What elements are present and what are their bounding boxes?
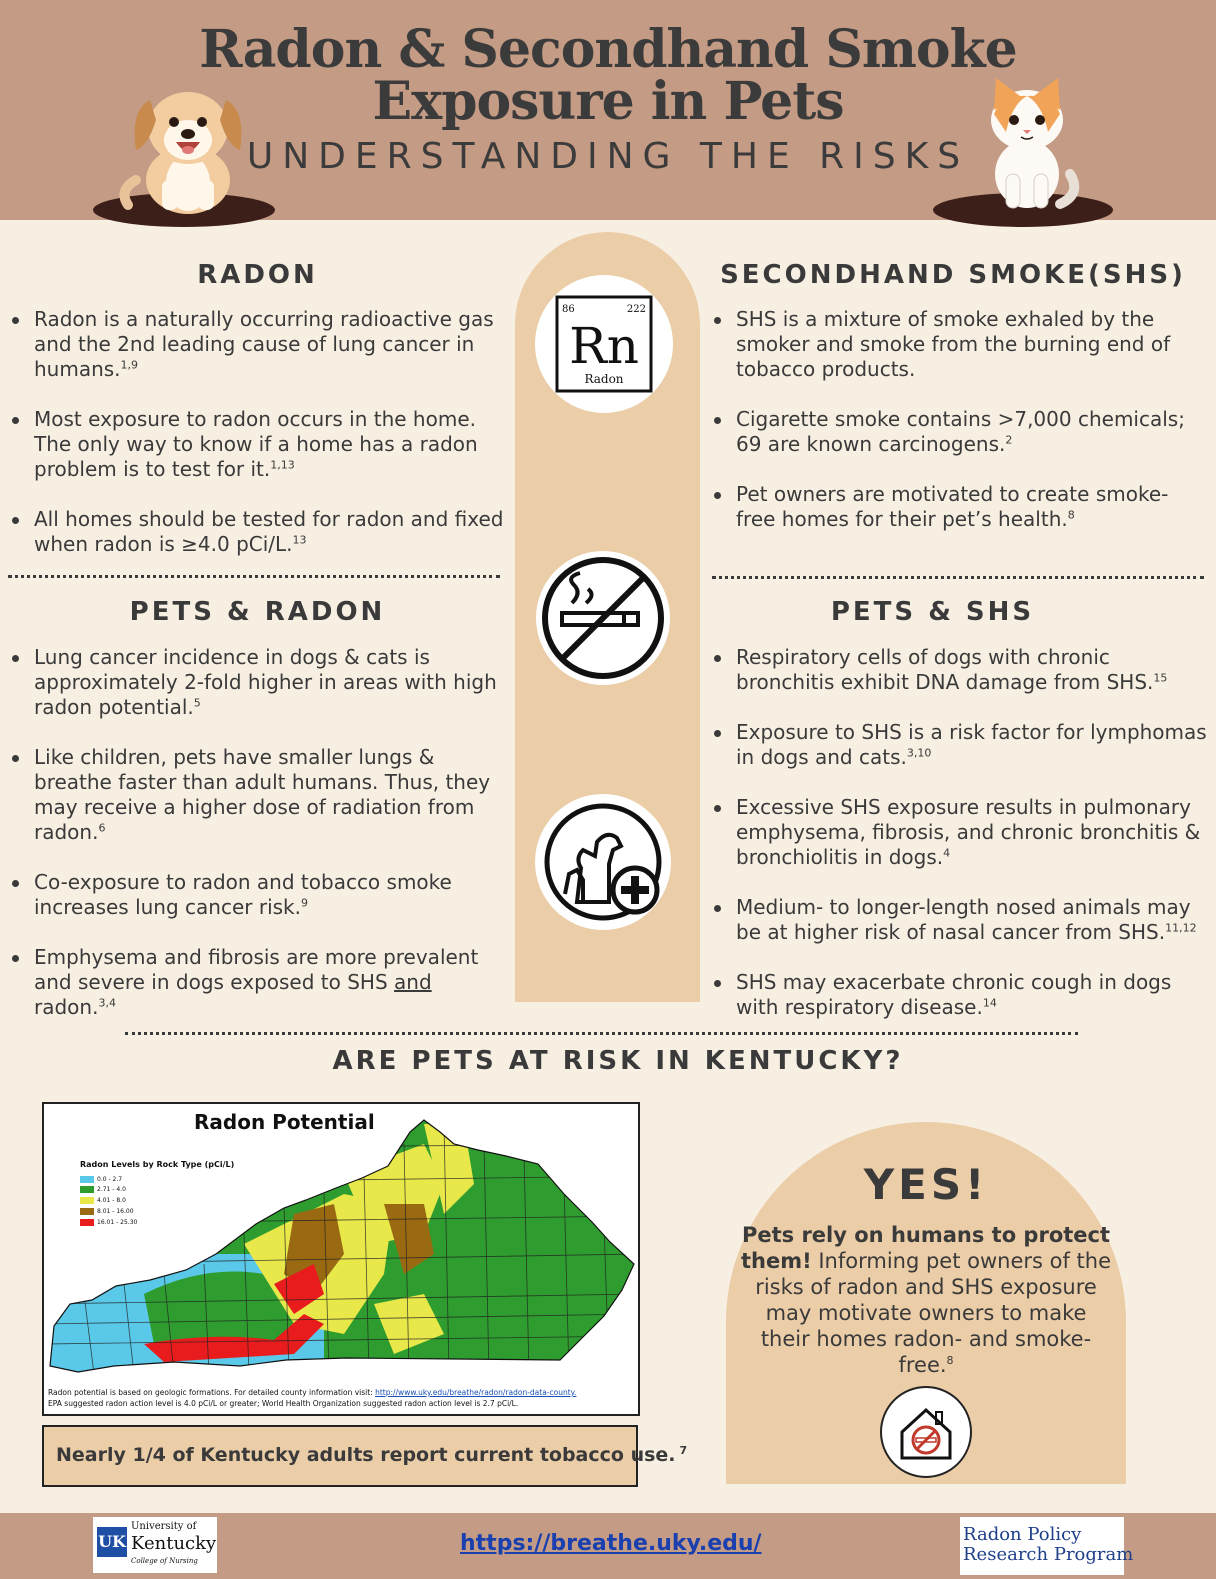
smoke-free-home-icon	[880, 1386, 972, 1478]
footer-banner	[0, 1513, 1216, 1579]
list-item: Medium- to longer-length nosed animals may be at higher risk of nasal cancer from SHS.$^{11,12}$	[712, 895, 1207, 945]
no-smoking-icon	[536, 551, 670, 685]
element-symbol: Rn	[569, 317, 639, 375]
map-legend-item: 4.01 - 8.0	[80, 1197, 126, 1205]
uk-college-of-nursing-logo	[93, 1517, 217, 1573]
pets-shs-list	[712, 645, 1207, 1045]
county-data-link[interactable]: http://www.uky.edu/breathe/radon/radon-data-county.	[375, 1388, 577, 1397]
map-legend-item: 2.71 - 4.0	[80, 1186, 126, 1194]
pets-shs-section-title: PETS & SHS	[830, 597, 1035, 627]
breathe-website-link[interactable]: https://breathe.uky.edu/	[460, 1531, 762, 1556]
element-name: Radon	[584, 372, 624, 386]
divider-kentucky	[125, 1032, 1078, 1035]
rprp-logo-line1: Radon Policy	[963, 1524, 1082, 1545]
page-title-line1: Radon & Secondhand Smoke	[199, 19, 1017, 80]
radon-section-title: RADON	[197, 260, 318, 290]
map-legend-item: 8.01 - 16.00	[80, 1208, 134, 1216]
kentucky-section-title: ARE PETS AT RISK IN KENTUCKY?	[332, 1046, 904, 1076]
list-item: Pet owners are motivated to create smoke-free homes for their pet’s health.$^8$	[712, 482, 1204, 532]
uk-logo-line2: Kentucky	[131, 1533, 217, 1554]
shs-section-title: SECONDHAND SMOKE(SHS)	[720, 260, 1186, 290]
list-item: Co-exposure to radon and tobacco smoke increases lung cancer risk.$^9$	[10, 870, 515, 920]
shs-list	[712, 307, 1204, 557]
list-item: Excessive SHS exposure results in pulmonary emphysema, fibrosis, and chronic bronchitis & bronchiolitis in dogs.$^4$	[712, 795, 1207, 870]
list-item: Cigarette smoke contains >7,000 chemicals; 69 are known carcinogens.$^2$	[712, 407, 1204, 457]
element-number: 86	[562, 304, 575, 315]
radon-policy-research-program-logo	[960, 1517, 1134, 1575]
map-title: Radon Potential	[194, 1110, 375, 1134]
list-item: Respiratory cells of dogs with chronic bronchitis exhibit DNA damage from SHS.$^{15}$	[712, 645, 1207, 695]
map-note-action-level: EPA suggested radon action level is 4.0 pCi/L or greater; World Health Organization suggested radon action level is 2.7 pCi/L.	[48, 1399, 519, 1408]
list-item: SHS may exacerbate chronic cough in dogs with respiratory disease.$^{14}$	[712, 970, 1207, 1020]
uk-logo-line1: University of	[131, 1521, 197, 1532]
list-item: Emphysema and fibrosis are more prevalent and severe in dogs exposed to SHS and radon.$^{3,4}$	[10, 945, 515, 1020]
list-item: Lung cancer incidence in dogs & cats is approximately 2-fold higher in areas with high radon potential.$^5$	[10, 645, 515, 720]
uk-logo-line3: College of Nursing	[131, 1557, 198, 1565]
rprp-logo-line2: Research Program	[963, 1544, 1134, 1565]
pet-health-icon	[535, 794, 671, 930]
yes-title: YES!	[863, 1160, 989, 1209]
list-item: SHS is a mixture of smoke exhaled by the smoker and smoke from the burning end of tobacco products.	[712, 307, 1204, 382]
uk-logo-mark: UK	[97, 1527, 127, 1557]
list-item: Most exposure to radon occurs in the home. The only way to know if a home has a radon problem is to test for it.$^{1,13}$	[10, 407, 510, 482]
list-item: Radon is a naturally occurring radioactive gas and the 2nd leading cause of lung cancer in humans.$^{1,9}$	[10, 307, 510, 382]
page-title-line2: Exposure in Pets	[372, 71, 844, 132]
tobacco-stat-text: Nearly 1/4 of Kentucky adults report current tobacco use. $^7$	[56, 1443, 688, 1466]
yes-callout	[726, 1122, 1126, 1484]
radon-element-icon	[535, 275, 673, 413]
list-item: All homes should be tested for radon and fixed when radon is ≥4.0 pCi/L.$^{13}$	[10, 507, 510, 557]
page-subtitle: UNDERSTANDING THE RISKS	[246, 136, 970, 177]
tobacco-stat-box	[42, 1425, 688, 1487]
map-note-source: Radon potential is based on geologic formations. For detailed county information visit: http://www.uky.edu/breathe/radon/radon-data-county.	[48, 1388, 577, 1397]
map-legend-item: 0.0 - 2.7	[80, 1176, 122, 1184]
pets-radon-list	[10, 645, 515, 1045]
header-banner	[0, 0, 1216, 220]
radon-potential-map	[42, 1102, 640, 1416]
map-legend-title: Radon Levels by Rock Type (pCi/L)	[80, 1160, 235, 1169]
element-mass: 222	[626, 304, 646, 315]
radon-list	[10, 307, 510, 582]
yes-text: Pets rely on humans to protect them! Informing pet owners of the risks of radon and SHS exposure may motivate owners to make their homes radon- and smoke-free.$^8$	[740, 1223, 1112, 1377]
divider-right	[712, 576, 1204, 579]
pets-radon-section-title: PETS & RADON	[129, 597, 386, 627]
list-item: Exposure to SHS is a risk factor for lymphomas in dogs and cats.$^{3,10}$	[712, 720, 1207, 770]
list-item: Like children, pets have smaller lungs & breathe faster than adult humans. Thus, they may receive a higher dose of radiation from radon.$^6$	[10, 745, 515, 845]
divider-left	[8, 575, 500, 578]
map-legend-item: 16.01 - 25.30	[80, 1219, 137, 1227]
kentucky-map-graphic	[44, 1104, 638, 1384]
